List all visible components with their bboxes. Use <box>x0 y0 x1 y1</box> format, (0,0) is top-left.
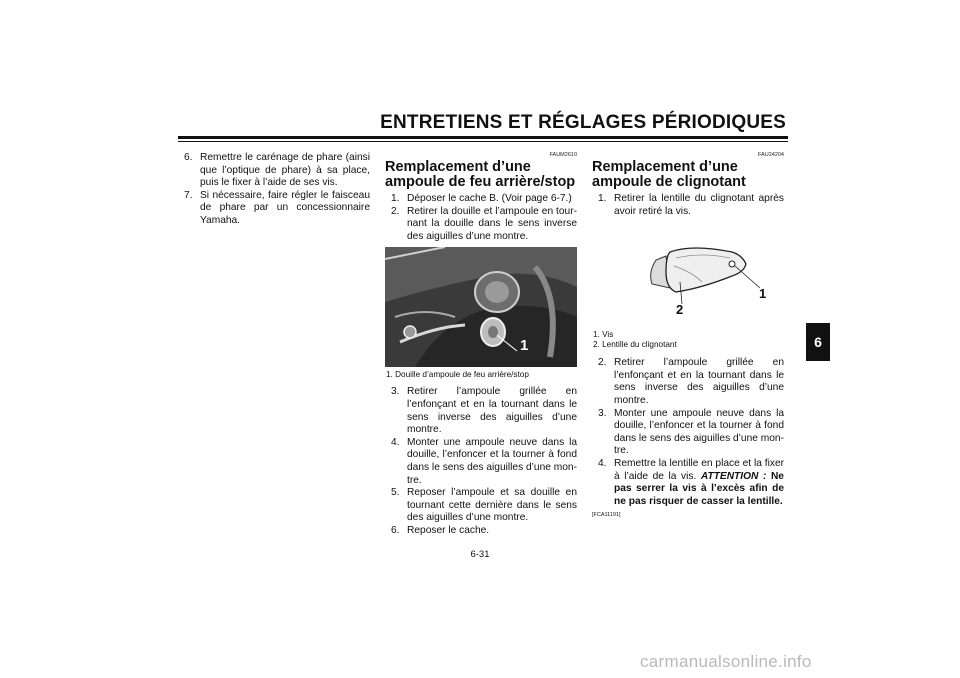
step-number: 2. <box>598 357 607 369</box>
step-number: 3. <box>598 407 607 419</box>
section-code: FAU24204 <box>758 152 784 158</box>
step-text: Retirer l’ampoule grillée en l’enfonçant et en la tournant dans le sens inverse des aiguilles d’une montre. <box>407 386 577 436</box>
step-text: Déposer le cache B. (Voir page 6-7.) <box>407 193 572 204</box>
watermark: carmanualsonline.info <box>640 652 812 671</box>
step-text: Remettre la lentille en place et la fixer à l’aide de la vis. <box>614 457 784 482</box>
column-2 <box>385 152 577 538</box>
list-item <box>592 408 784 458</box>
list-item <box>385 193 577 206</box>
list-item <box>178 190 370 228</box>
step-text: Monter une ampoule neuve dans la douille, l’enfoncer et la tourner à fond dans le sens des aiguilles d’une mon-tre. <box>614 407 784 457</box>
tail-light-photo <box>385 247 577 367</box>
list-item <box>592 458 784 508</box>
list-item <box>385 525 577 538</box>
turn-signal-diagram <box>592 222 784 330</box>
steps-list <box>385 193 577 243</box>
diagram-callout-2: 2 <box>676 302 684 318</box>
steps-list <box>592 357 784 508</box>
step-text: Reposer le cache. <box>407 524 490 536</box>
step-number: 4. <box>598 457 607 469</box>
page-number: 6-31 <box>470 549 490 560</box>
steps-list <box>178 152 370 228</box>
reference-code: [FCA11191] <box>592 512 621 519</box>
turn-signal-drawing <box>592 222 784 330</box>
diagram-callout-1: 1 <box>759 286 767 302</box>
photo-caption: 1. Douille d’ampoule de feu arrière/stop <box>386 370 529 380</box>
diagram-caption: 1. Vis <box>593 330 614 340</box>
header-rule-thin <box>178 141 788 142</box>
step-text: Si nécessaire, faire régler le faisceau de phare par un concessionnaire Yamaha. <box>200 189 370 226</box>
step-text: Retirer l’ampoule grillée en l’enfonçant et en la tournant dans le sens inverse des aiguilles d’une montre. <box>614 357 784 406</box>
step-text: Monter une ampoule neuve dans la douille, l’enfoncer et la tourner à fond dans le sens des aiguilles d’une mon-tre. <box>407 436 577 486</box>
tail-light-photo-drawing <box>385 247 577 367</box>
step-number: 5. <box>391 487 400 499</box>
section-code: FAUM2610 <box>549 152 577 158</box>
header-rule-thick <box>178 136 788 139</box>
attention-label: ATTENTION : <box>700 470 767 482</box>
column-3 <box>592 152 784 520</box>
step-number: 3. <box>391 386 400 398</box>
step-text: Reposer l’ampoule et sa douille en tournant cette dernière dans le sens des aiguilles d’une montre. <box>407 487 577 524</box>
list-item <box>592 193 784 218</box>
steps-list <box>592 193 784 218</box>
steps-list <box>385 386 577 537</box>
attention-text: Ne pas serrer la vis à l’excès afin de ne pas risquer de casser la lentille. <box>614 470 784 507</box>
diagram-caption: 2. Lentille du clignotant <box>593 340 677 350</box>
photo-callout-1: 1 <box>520 337 529 355</box>
list-item <box>592 357 784 407</box>
step-text: Retirer la lentille du clignotant après avoir retiré la vis. <box>614 193 784 217</box>
list-item <box>385 386 577 436</box>
step-number: 1. <box>598 193 607 204</box>
step-number: 2. <box>391 205 400 217</box>
list-item <box>385 437 577 487</box>
section-title: Remplacement d’une ampoule de clignotant <box>592 159 746 190</box>
step-text: Retirer la douille et l’ampoule en tour-nant la douille dans le sens inverse des aiguilles d’une montre. <box>407 205 577 242</box>
page-header-title: ENTRETIENS ET RÉGLAGES PÉRIODIQUES <box>380 112 786 133</box>
step-number: 6. <box>391 524 400 536</box>
section-title: Remplacement d’une ampoule de feu arrière/stop <box>385 159 576 190</box>
list-item <box>385 487 577 525</box>
step-number: 7. <box>184 189 193 201</box>
list-item <box>178 152 370 190</box>
column-1 <box>178 152 370 228</box>
step-text: Remettre le carénage de phare (ainsi que l’optique de phare) à sa place, puis le fixer à l’aide de ses vis. <box>200 152 370 189</box>
list-item <box>385 206 577 244</box>
step-number: 1. <box>391 193 400 204</box>
chapter-tab: 6 <box>806 323 830 361</box>
step-number: 4. <box>391 436 400 448</box>
step-number: 6. <box>184 152 193 163</box>
